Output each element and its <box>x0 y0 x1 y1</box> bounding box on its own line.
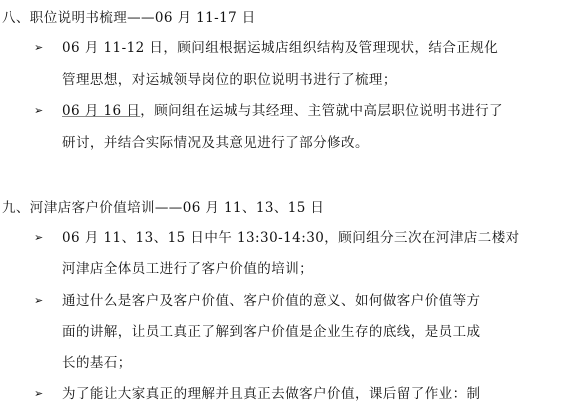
bullet-text-rest: ，顾问组在运城与其经理、主管就中高层职位说明书进行了 <box>140 103 503 119</box>
bullet-text-line: 研讨，并结合实际情况及其意见进行了部分修改。 <box>62 135 369 151</box>
bullet-arrow-icon: ➢ <box>34 387 44 400</box>
section-heading-9: 九、河津店客户价值培训——06 月 11、13、15 日 <box>2 200 325 216</box>
bullet-arrow-icon: ➢ <box>34 104 44 117</box>
bullet-text-line: 长的基石； <box>62 355 132 371</box>
bullet-arrow-icon: ➢ <box>34 231 44 244</box>
underlined-date: 06 月 16 日 <box>62 103 141 119</box>
bullet-arrow-icon: ➢ <box>34 294 44 307</box>
bullet-text-line: 为了能让大家真正的理解并且真正去做客户价值，课后留了作业：制 <box>62 386 481 402</box>
bullet-text-line: 06 月 11、13、15 日中午 13:30-14:30，顾问组分三次在河津店二楼对 <box>62 230 520 246</box>
bullet-text-line: 通过什么是客户及客户价值、客户价值的意义、如何做客户价值等方 <box>62 293 481 309</box>
bullet-text-line: 河津店全体员工进行了客户价值的培训； <box>62 261 314 277</box>
bullet-text-line: 面的讲解，让员工真正了解到客户价值是企业生存的底线，是员工成 <box>62 324 481 340</box>
bullet-text-line: 管理思想，对运城领导岗位的职位说明书进行了梳理； <box>62 72 397 88</box>
bullet-text-line <box>62 102 503 120</box>
section-heading-8: 八、职位说明书梳理——06 月 11-17 日 <box>2 10 256 26</box>
bullet-text-line: 06 月 11-12 日，顾问组根据运城店组织结构及管理现状，结合正规化 <box>62 40 499 56</box>
bullet-arrow-icon: ➢ <box>34 41 44 54</box>
